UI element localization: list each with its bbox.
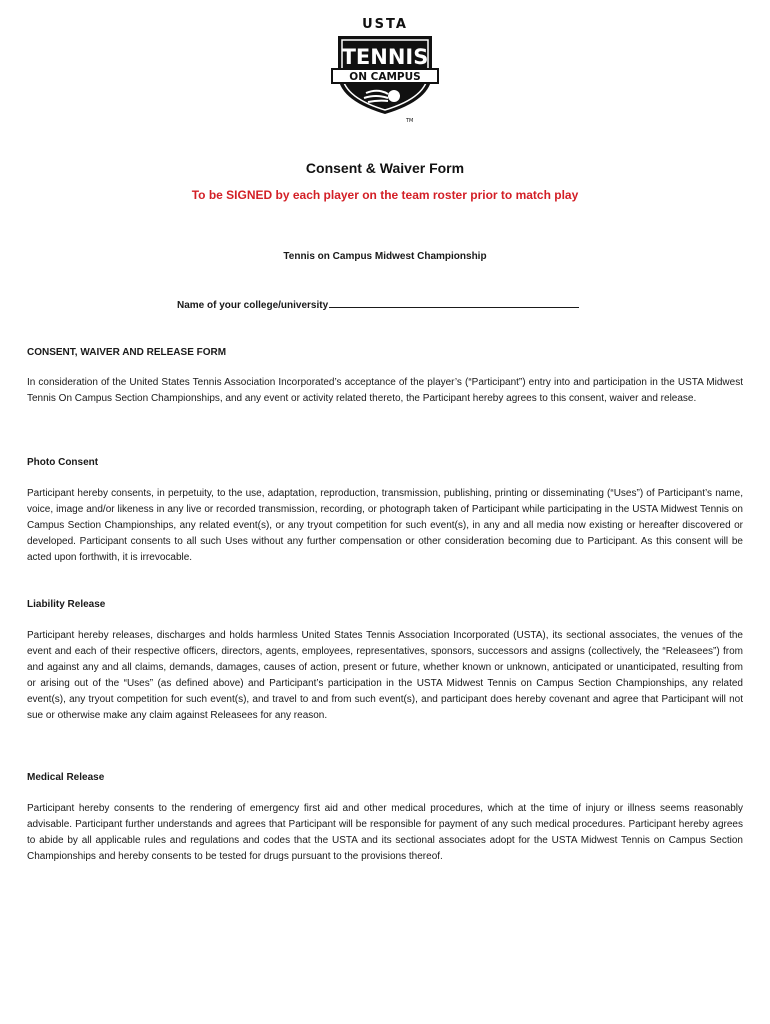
logo-graphic	[326, 12, 444, 124]
consent-body: In consideration of the United States Tennis Association Incorporated’s acceptance of the player’s (“Participant”) entry into and participation in the USTA Midwest Tennis On Campus Section Championships, and any event or activity related thereto, the Participant hereby agrees to this consent, waiver and release.	[27, 377, 743, 404]
liability-release-body: Participant hereby releases, discharges and holds harmless United States Tennis Association Incorporated (USTA), its sectional associates, the venues of the event and each of their respective officers, directors, agents, employees, representatives, sponsors, successors and assigns (collectively, the “Releasees”) from and against any and all claims, demands, damages, causes of action, present or future, whether known or unknown, anticipated or unanticipated, resulting from or arising out of the “Uses” (as defined above) and Participant’s participation in the USTA Midwest Tennis on Campus Section Championships, any related event(s), any tryout competition for such event(s), and travel to and from such event(s), and participant does hereby covenant and agree that Participant will not sue or otherwise make any claim against Releasees for any reason.	[27, 630, 743, 721]
medical-release-body: Participant hereby consents to the rendering of emergency first aid and other medical procedures, which at the time of injury or illness seems reasonably advisable. Participant further understands and agrees that Participant will be responsible for payment of any such medical procedures. Participant hereby agrees to abide by all applicable rules and regulations and codes that the USTA and its sectional associates adopt for the USTA Midwest Tennis on Campus Section Championships and hereby consents to be tested for drugs pursuant to the provisions thereof.	[27, 803, 743, 862]
photo-consent-heading: Photo Consent	[27, 457, 99, 468]
college-field	[177, 298, 579, 311]
logo-on-campus-text: ON CAMPUS	[349, 71, 421, 83]
logo-trademark-text: TM	[406, 118, 414, 124]
college-label: Name of your college/university	[177, 300, 329, 311]
logo-usta-text: USTA	[362, 17, 408, 32]
form-title: Consent & Waiver Form	[305, 160, 465, 176]
medical-release-heading: Medical Release	[27, 772, 105, 783]
consent-heading: CONSENT, WAIVER AND RELEASE FORM	[27, 347, 227, 358]
event-name: Tennis on Campus Midwest Championship	[283, 251, 487, 262]
usta-tennis-on-campus-logo	[326, 12, 444, 124]
photo-consent-body: Participant hereby consents, in perpetuity, to the use, adaptation, reproduction, transmission, publishing, printing or disseminating (“Uses”) of Participant’s name, voice, image and/or likeness in any live or recorded transmission, recording, or photograph taken of Participant while participating in the USTA Midwest Tennis on Campus Section Championships, any related event(s), or any tryout competition for such event(s), in any and all media now existing or hereafter discovered or developed. Participant consents to all such Uses without any further compensation or other consideration becoming due to Participant. As this consent will be acted upon forthwith, it is irrevocable.	[27, 488, 743, 563]
logo-tennis-text: TENNIS	[341, 45, 429, 69]
college-input-line[interactable]	[329, 298, 579, 308]
form-subtitle: To be SIGNED by each player on the team roster prior to match play	[191, 188, 579, 202]
liability-release-heading: Liability Release	[27, 599, 106, 610]
